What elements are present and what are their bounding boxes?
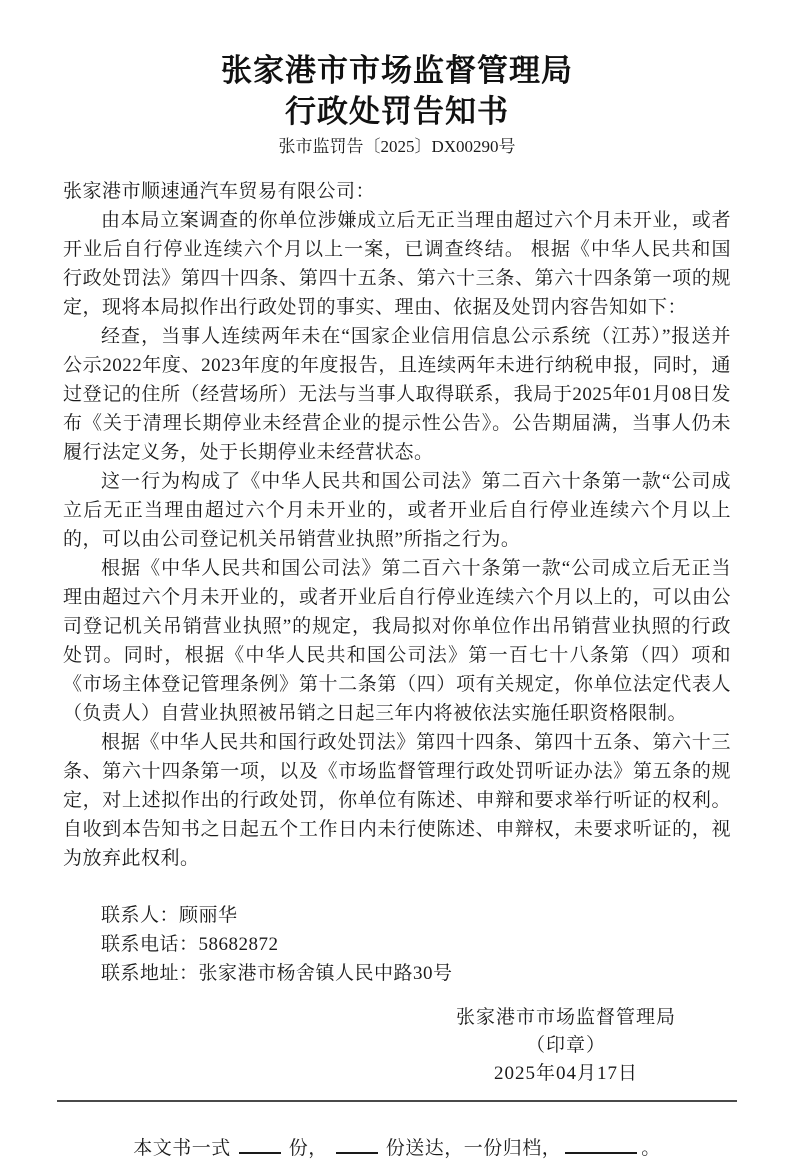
delivered-count-blank [336,1135,378,1154]
footer-divider [57,1100,737,1102]
page-title: 行政处罚告知书 [285,94,509,129]
signature-agency: 张家港市市场监督管理局 [455,1007,676,1028]
contact-block [63,901,731,988]
signature-seal: （印章） [525,1035,606,1056]
recipient-line: 张家港市顺速通汽车贸易有限公司： [63,181,376,202]
footer-note [63,1134,731,1163]
paragraph-proposed-penalty: 根据《中华人民共和国公司法》第二百六十条第一款“公司成立后无正当理由超过六个月未开业的，或者开业后自行停业连续六个月以上的，可以由公司登记机关吊销营业执照”的规定，我局拟对你单位作出吊销营业执照的行政处罚。同时，根据《中华人民共和国公司法》第一百七十八条第（四）项和《市场主体登记管理条例》第十二条第（四）项有关规定，你单位法定代表人（负责人）自营业执照被吊销之日起三年内将被依法实施任职资格限制。 [63,558,731,724]
document-header [63,50,731,159]
document-body [63,177,731,1088]
paragraph-violation-determination: 这一行为构成了《中华人民共和国公司法》第二百六十条第一款“公司成立后无正当理由超过六个月未开业的，或者开业后自行停业连续六个月以上的，可以由公司登记机关吊销营业执照”所指之行为。 [63,471,731,550]
doc-number: 张市监罚告〔2025〕DX00290号 [278,137,516,156]
contact-person: 联系人：顾丽华 [101,905,238,926]
footer-segment-4: 。 [641,1138,661,1159]
footer-segment-3: 份送达，一份归档， [385,1138,562,1159]
paragraph-case-summary: 由本局立案调查的你单位涉嫌成立后无正当理由超过六个月未开业，或者开业后自行停业连续六个月以上一案，已调查终结。 根据《中华人民共和国行政处罚法》第四十四条、第四十五条、第六十三条、第六十四条第一项的规定，现将本局拟作出行政处罚的事实、理由、依据及处罚内容告知如下： [63,210,731,318]
footer-segment-1: 本文书一式 [133,1138,231,1159]
signature-block [456,1004,676,1088]
copies-count-blank [239,1135,281,1154]
agency-title: 张家港市市场监督管理局 [221,53,573,88]
contact-address: 联系地址：张家港市杨舍镇人民中路30号 [101,963,453,984]
contact-phone: 联系电话：58682872 [101,934,279,955]
footer-segment-2: 份， [288,1138,328,1159]
other-blank [565,1135,637,1154]
signature-date: 2025年04月17日 [493,1063,638,1084]
paragraph-investigation-findings: 经查，当事人连续两年未在“国家企业信用信息公示系统（江苏）”报送并公示2022年度、2023年度的年度报告，且连续两年未进行纳税申报，同时，通过登记的住所（经营场所）无法与当事人取得联系，我局于2025年01月08日发布《关于清理长期停业未经营企业的提示性公告》。公告期届满，当事人仍未履行法定义务，处于长期停业未经营状态。 [63,326,731,463]
paragraph-rights-notice: 根据《中华人民共和国行政处罚法》第四十四条、第四十五条、第六十三条、第六十四条第一项，以及《市场监督管理行政处罚听证办法》第五条的规定，对上述拟作出的行政处罚，你单位有陈述、申辩和要求举行听证的权利。自收到本告知书之日起五个工作日内未行使陈述、申辩权，未要求听证的，视为放弃此权利。 [63,732,731,869]
